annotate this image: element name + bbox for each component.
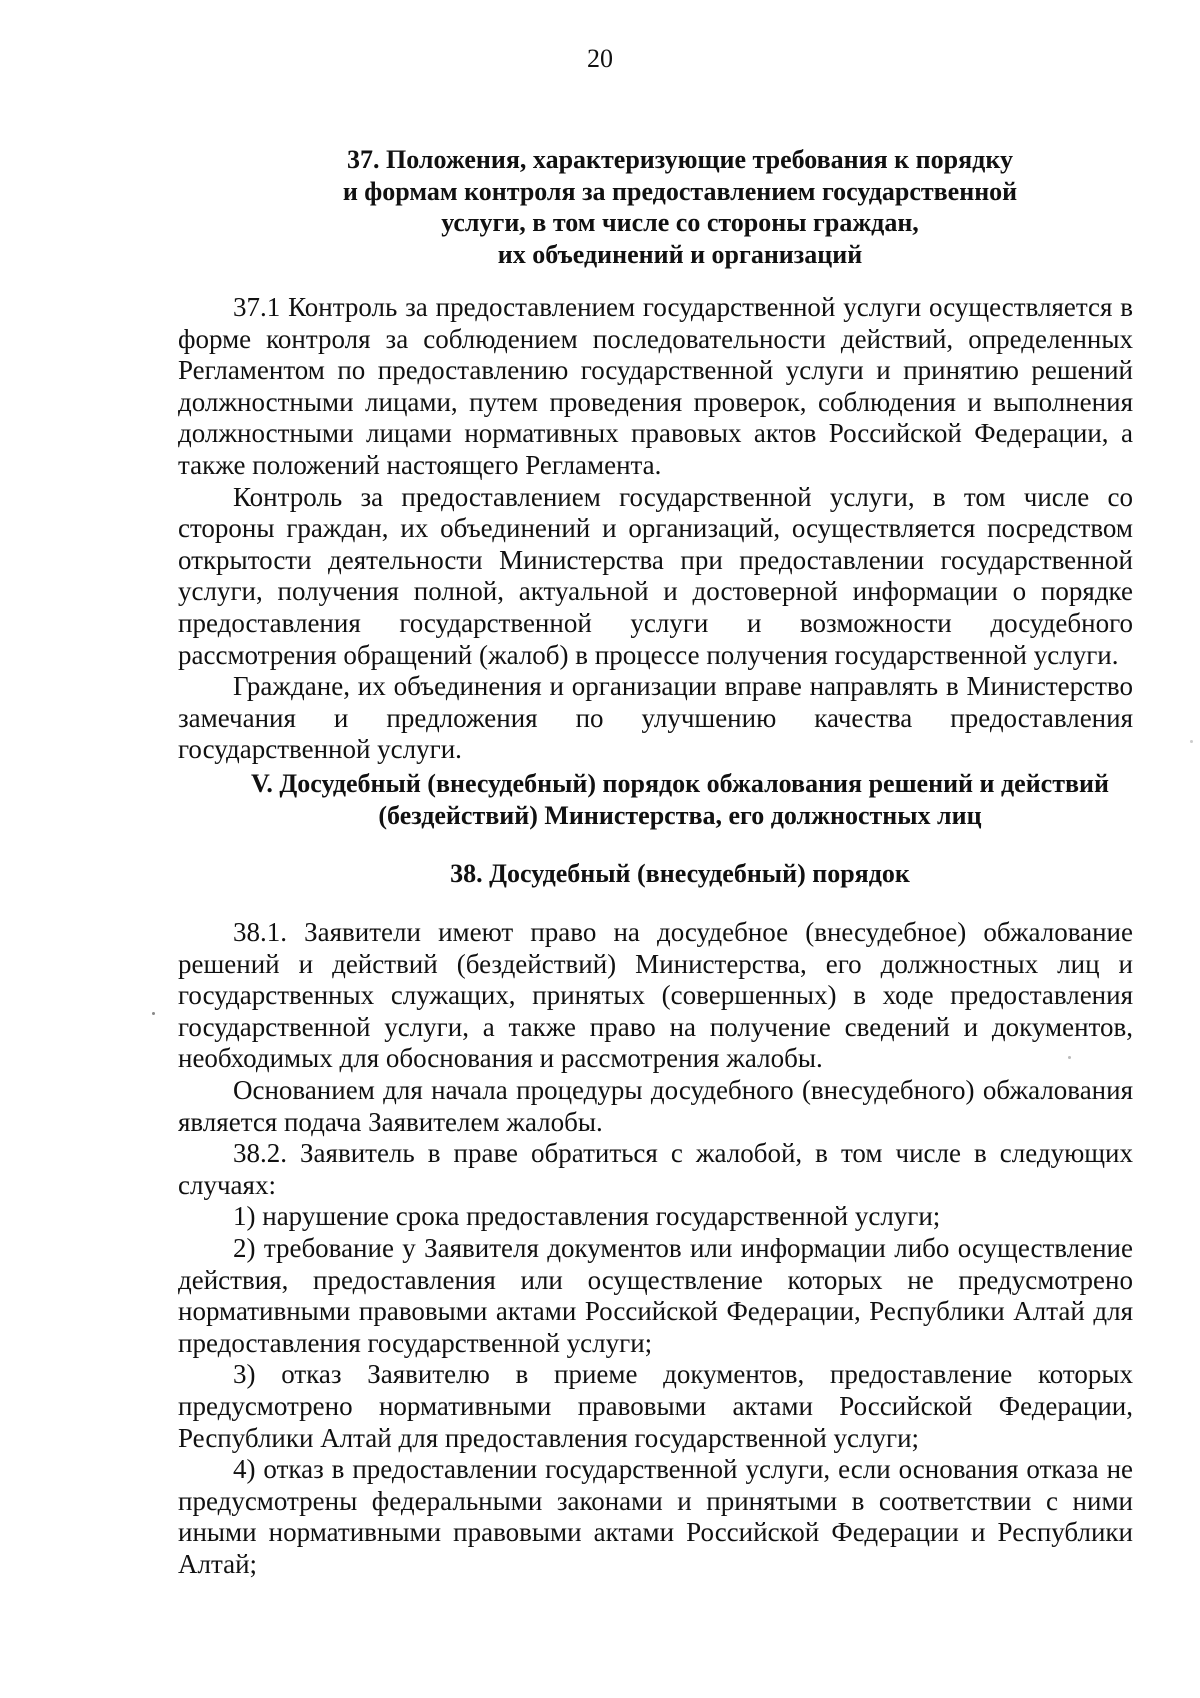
- scan-speck: [1190, 740, 1193, 743]
- heading-line: их объединений и организаций: [497, 239, 863, 269]
- list-item: 3) отказ Заявителю в приеме документов, предоставление которых предусмотрено нормативными правовыми актами Российской Федерации, Республики Алтай для предоставления государственной услуги;: [178, 1359, 1133, 1453]
- list-item: 2) требование у Заявителя документов или информации либо осуществление действия, предоставления или осуществление которых не предусмотрено нормативными правовыми актами Российской Федерации, Республики Алтай для предоставления государственной услуги;: [178, 1232, 1133, 1358]
- heading-line: (бездействий) Министерства, его должностных лиц: [378, 800, 982, 830]
- heading-line: V. Досудебный (внесудебный) порядок обжалования решений и действий: [250, 769, 1109, 798]
- heading-line: 37. Положения, характеризующие требования к порядку: [347, 145, 1013, 174]
- section-38-heading: [300, 858, 1060, 890]
- paragraph: 37.1 Контроль за предоставлением государственной услуги осуществляется в форме контроля за соблюдением последовательности действий, определенных Регламентом по предоставлению государственной услуги и принятию решений должностными лицами, путем проведения проверок, соблюдения и выполнения должностными лицами нормативных правовых актов Российской Федерации, а также положений настоящего Регламента.: [178, 292, 1133, 480]
- section-37-heading: [300, 144, 1060, 270]
- section-v-heading: [200, 768, 1160, 831]
- paragraph: Основанием для начала процедуры досудебного (внесудебного) обжалования является подача Заявителем жалобы.: [178, 1074, 1133, 1137]
- heading-line: 38. Досудебный (внесудебный) порядок: [450, 859, 910, 888]
- paragraph: Контроль за предоставлением государственной услуги, в том числе со стороны граждан, их объединений и организаций, осуществляется посредством открытости деятельности Министерства при предоставлении государственной услуги, получения полной, актуальной и достоверной информации о порядке предоставления государственной услуги и возможности досудебного рассмотрения обращений (жалоб) в процессе получения государственной услуги.: [178, 481, 1133, 670]
- page-number: 20: [587, 44, 613, 73]
- paragraph: 38.1. Заявители имеют право на досудебное (внесудебное) обжалование решений и действий (бездействий) Министерства, его должностных лиц и государственных служащих, принятых (совершенных) в ходе предоставления государственной услуги, а также право на получение сведений и документов, необходимых для обоснования и рассмотрения жалобы.: [178, 917, 1133, 1074]
- paragraph: Граждане, их объединения и организации вправе направлять в Министерство замечания и предложения по улучшению качества предоставления государственной услуги.: [178, 671, 1133, 765]
- scan-speck: [152, 1012, 155, 1015]
- scan-speck: [1068, 1056, 1071, 1059]
- paragraph: 38.2. Заявитель в праве обратиться с жалобой, в том числе в следующих случаях:: [178, 1138, 1133, 1200]
- section-37-body: [178, 292, 1133, 766]
- list-item: 1) нарушение срока предоставления государственной услуги;: [233, 1201, 941, 1232]
- heading-line: услуги, в том числе со стороны граждан,: [441, 208, 919, 237]
- heading-line: и формам контроля за предоставлением государственной: [342, 176, 1018, 206]
- section-38-body: [178, 917, 1133, 1580]
- list-item: 4) отказ в предоставлении государственной услуги, если основания отказа не предусмотрены федеральными законами и принятыми в соответствии с ними иными нормативными правовыми актами Российской Федерации и Республики Алтай;: [178, 1454, 1133, 1579]
